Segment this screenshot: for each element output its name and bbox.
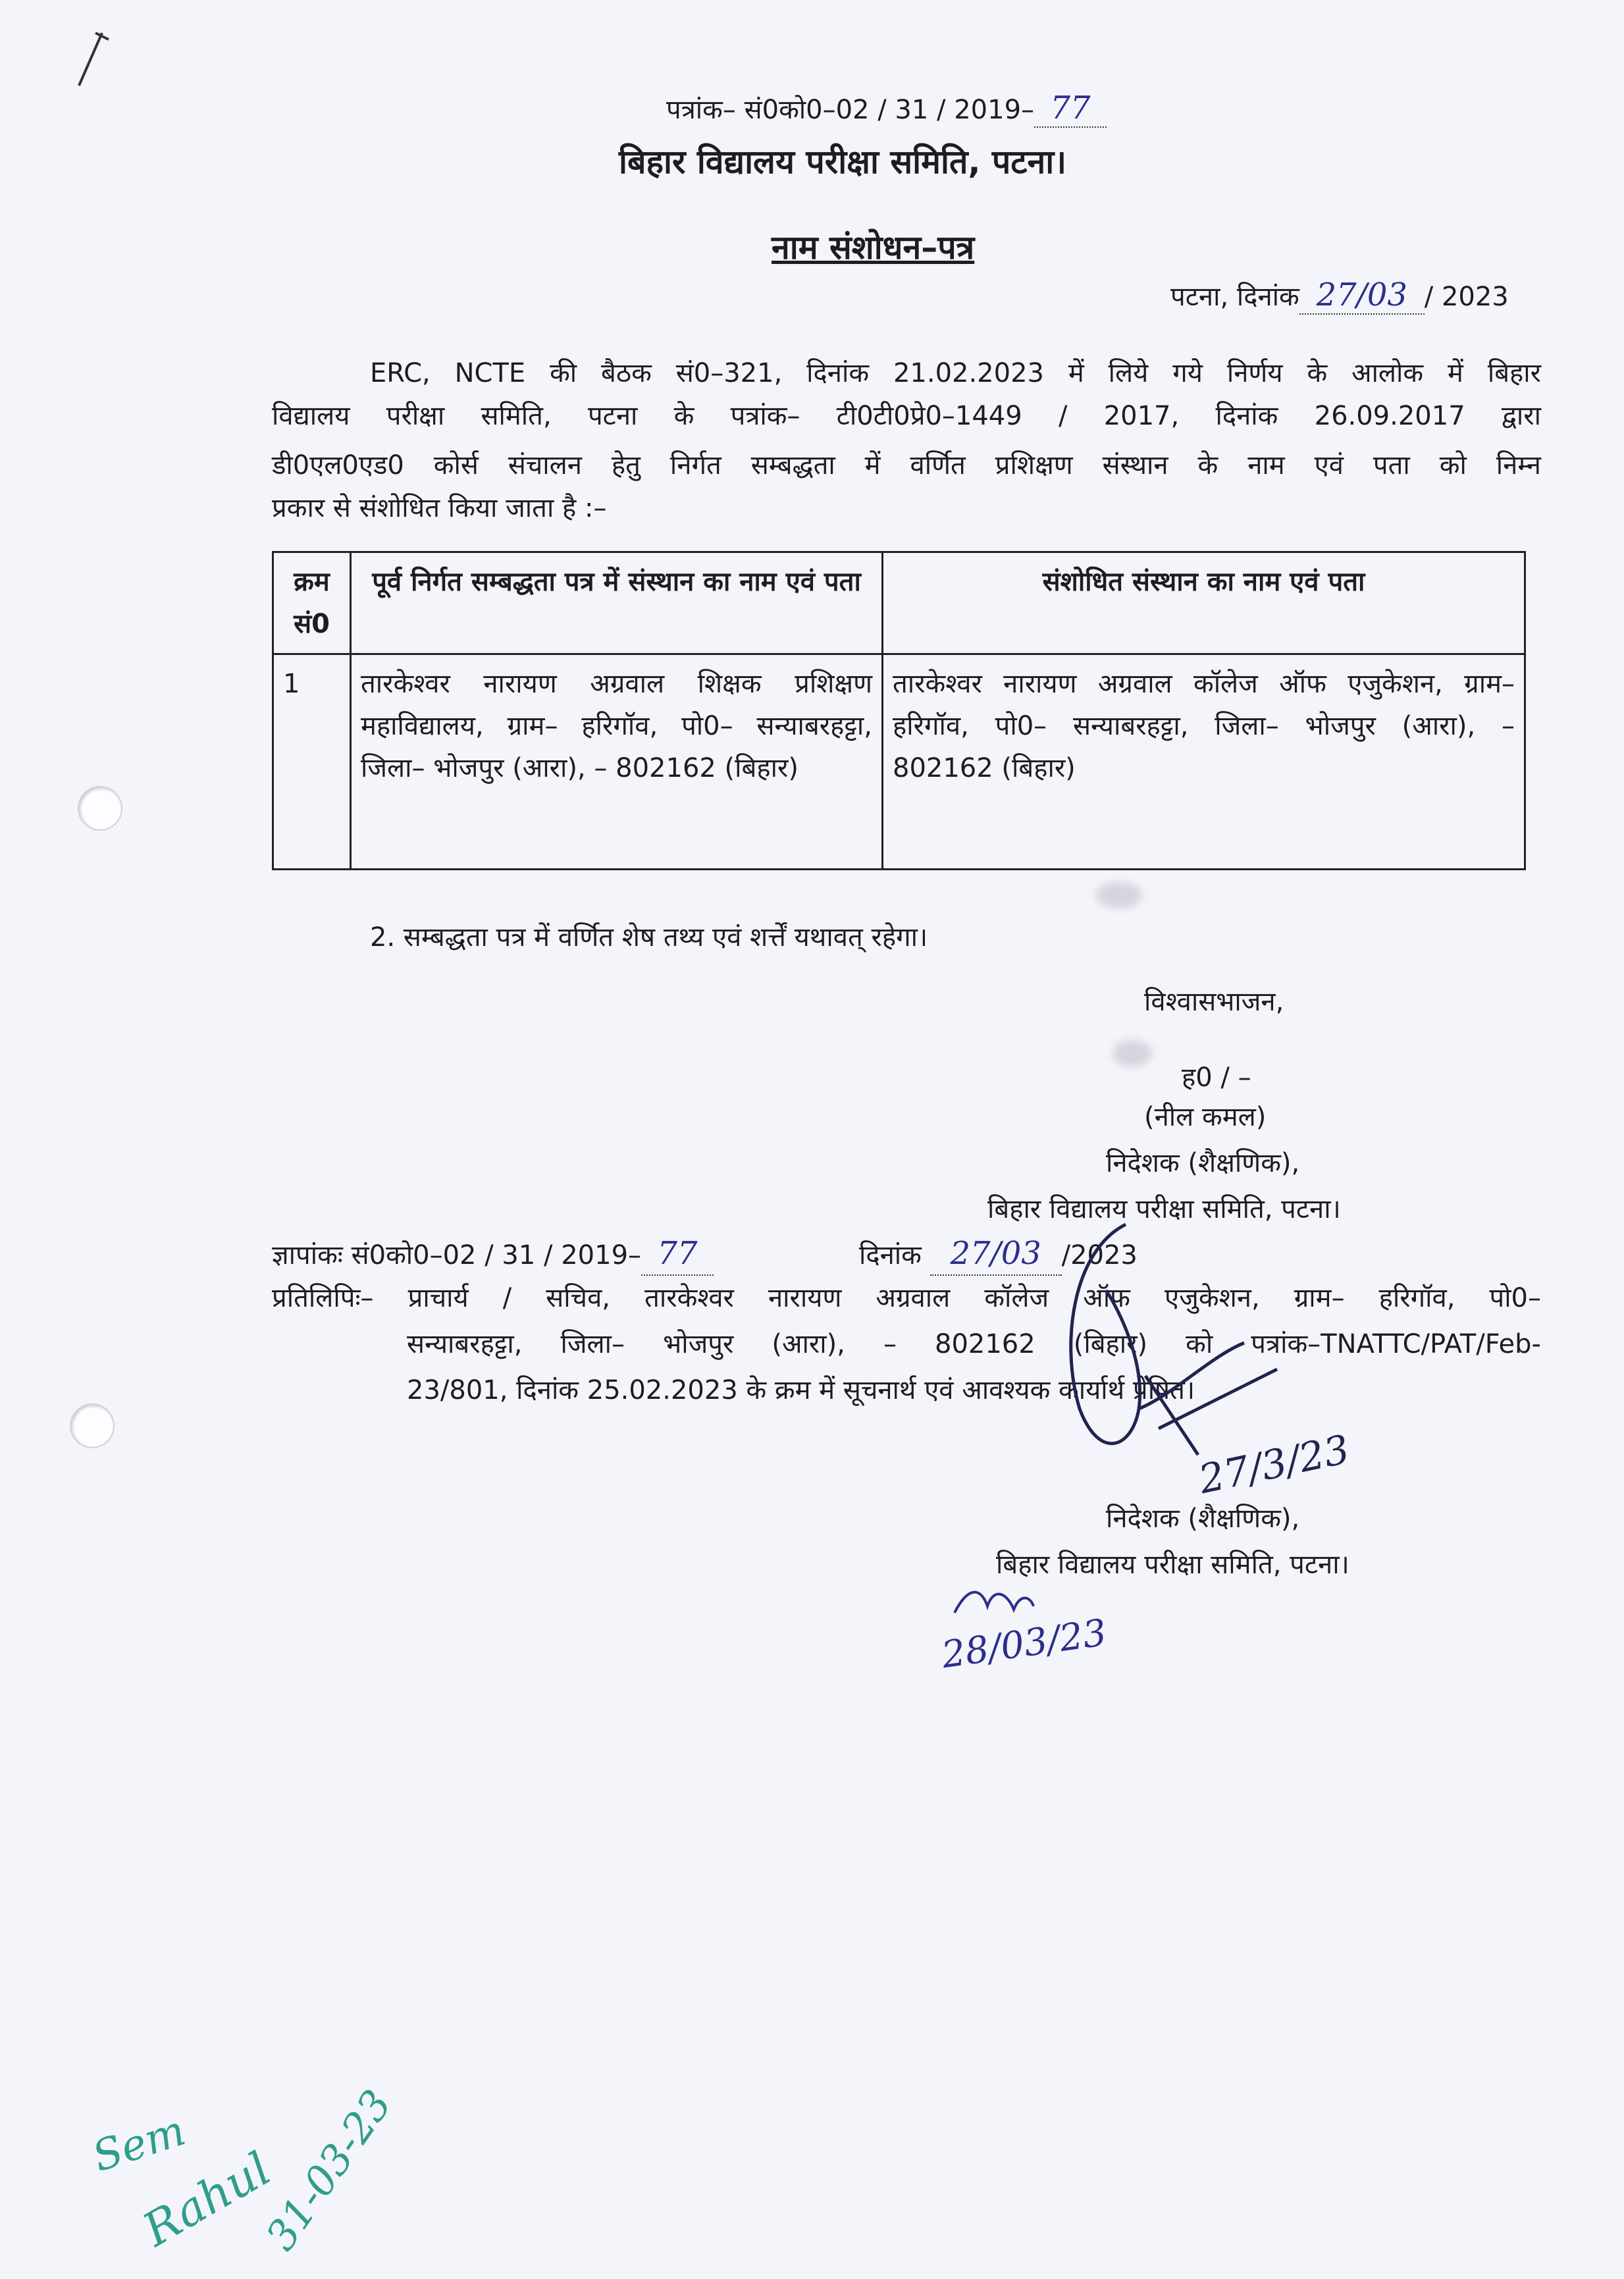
punch-hole-top <box>78 786 122 831</box>
signatory-name: (नील कमल) <box>1144 1102 1267 1132</box>
copy-line-1: प्रतिलिपिः– प्राचार्य / सचिव, तारकेश्वर नारायण अग्रवाल कॉलेज ऑफ एजुकेशन, ग्राम– हरिगॉव, पो0– <box>272 1283 1541 1313</box>
copy-line-2: सन्याबरहट्टा, जिला– भोजपुर (आरा), – 802162 (बिहार) को पत्रांक–TNATTC/PAT/Feb- <box>407 1329 1541 1359</box>
body-line-3: डी0एल0एड0 कोर्स संचालन हेतु निर्गत सम्बद्धता में वर्णित प्रशिक्षण संस्थान के नाम एवं पता को निम्न <box>272 450 1541 481</box>
corner-mark <box>66 20 118 99</box>
issue-date-handwritten: 27/03 <box>1299 276 1425 315</box>
signatory-organization: बिहार विद्यालय परीक्षा समिति, पटना। <box>987 1194 1341 1224</box>
document-title: नाम संशोधन–पत्र <box>772 228 975 267</box>
reference-prefix: पत्रांक– सं0को0–02 / 31 / 2019– <box>666 95 1035 125</box>
reference-handwritten-number: 77 <box>1034 90 1107 128</box>
smudge <box>1113 1040 1152 1066</box>
memo-reference-handwritten: 77 <box>641 1232 714 1276</box>
table-row <box>273 654 1525 870</box>
memo-reference <box>272 1232 714 1276</box>
organization-title: बिहार विद्यालय परीक्षा समिति, पटना। <box>619 143 1067 181</box>
issue-date-prefix: पटना, दिनांक <box>1170 282 1299 312</box>
receipt-date: 28/03/23 <box>939 1611 1109 1677</box>
body-line-4: प्रकार से संशोधित किया जाता है :– <box>272 493 607 523</box>
issue-date <box>1170 276 1509 315</box>
header-serial: क्रम सं0 <box>273 552 351 654</box>
table-header-row <box>273 552 1525 654</box>
copy-line-3: 23/801, दिनांक 25.02.2023 के क्रम में सूचनार्थ एवं आवश्यक कार्यार्थ प्रेषित। <box>407 1375 1195 1405</box>
clause-2: 2. सम्बद्धता पत्र में वर्णित शेष तथ्य एवं शर्त्तें यथावत् रहेगा। <box>370 922 928 953</box>
green-note-signature: Rahul <box>134 2141 280 2257</box>
row-serial: 1 <box>273 654 351 870</box>
signed-mark: ह0 / – <box>1182 1062 1251 1093</box>
memo-date-handwritten: 27/03 <box>930 1232 1062 1276</box>
reference-number <box>666 90 1107 128</box>
header-new-name: संशोधित संस्थान का नाम एवं पता <box>883 552 1525 654</box>
punch-hole-bottom <box>70 1403 115 1448</box>
row-old-name-address: तारकेश्वर नारायण अग्रवाल शिक्षक प्रशिक्षण महाविद्यालय, ग्राम– हरिगॉव, पो0– सन्याबरहट्टा, जिला– भोजपुर (आरा), – 802162 (बिहार) <box>351 654 883 870</box>
signature-date: 27/3/23 <box>1195 1426 1354 1504</box>
header-old-name: पूर्व निर्गत सम्बद्धता पत्र में संस्थान का नाम एवं पता <box>351 552 883 654</box>
body-line-1: ERC, NCTE की बैठक सं0–321, दिनांक 21.02.2023 में लिये गये निर्णय के आलोक में बिहार <box>370 358 1541 388</box>
green-note-name: Sem <box>87 2106 192 2182</box>
closing-salutation: विश्वासभाजन, <box>1144 987 1284 1017</box>
memo-reference-prefix: ज्ञापांकः सं0को0–02 / 31 / 2019– <box>272 1240 642 1270</box>
issue-date-suffix: / 2023 <box>1424 282 1509 312</box>
signatory-designation: निदेशक (शैक्षणिक), <box>1106 1148 1300 1178</box>
affiliation-table <box>272 551 1526 870</box>
green-note-date: 31-03-23 <box>256 2081 402 2259</box>
row-new-name-address: तारकेश्वर नारायण अग्रवाल कॉलेज ऑफ एजुकेशन, ग्राम– हरिगॉव, पो0– सन्याबरहट्टा, जिला– भोजपुर (आरा), – 802162 (बिहार) <box>883 654 1525 870</box>
memo-organization: बिहार विद्यालय परीक्षा समिति, पटना। <box>996 1550 1349 1580</box>
receipt-initials <box>948 1580 1040 1626</box>
body-line-2: विद्यालय परीक्षा समिति, पटना के पत्रांक– टी0टी0प्रे0–1449 / 2017, दिनांक 26.09.2017 द्वारा <box>272 401 1541 431</box>
smudge <box>1096 882 1142 908</box>
memo-date-suffix: /2023 <box>1061 1240 1138 1270</box>
memo-designation: निदेशक (शैक्षणिक), <box>1106 1504 1300 1534</box>
memo-date-label: दिनांक <box>859 1240 922 1270</box>
